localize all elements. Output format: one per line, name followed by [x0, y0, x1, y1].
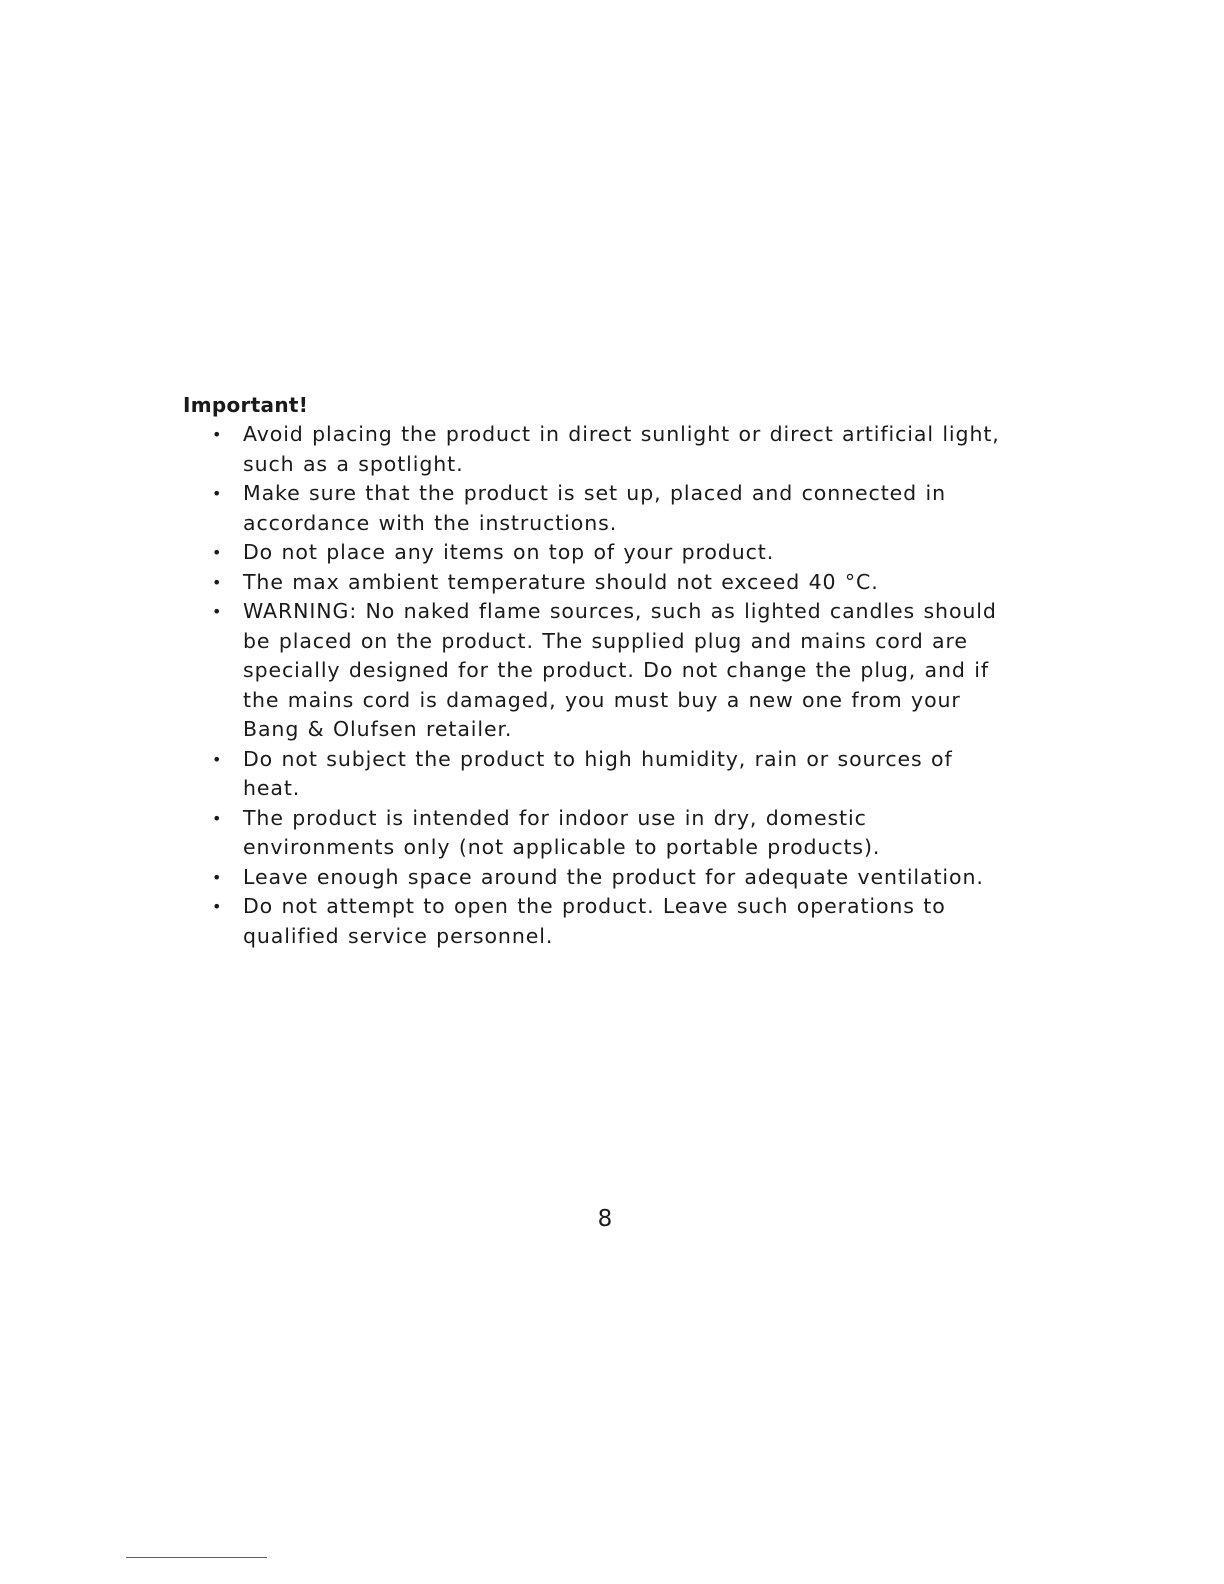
list-item-text: Leave enough space around the product for adequate ventilation.: [243, 864, 984, 889]
list-item-text: Avoid placing the product in direct sunlight or direct artificial light, such as a spotlight.: [243, 422, 1000, 476]
bullet-icon: •: [212, 897, 223, 916]
list-item-text: Do not attempt to open the product. Leave such operations to qualified service personnel.: [243, 894, 946, 948]
bullet-icon: •: [212, 484, 223, 503]
list-item-text: The max ambient temperature should not exceed 40 °C.: [243, 569, 879, 594]
list-item: [212, 804, 1012, 863]
list-item-text: Do not place any items on top of your product.: [243, 540, 775, 564]
bullet-icon: •: [212, 749, 223, 769]
list-item-text: WARNING: No naked flame sources, such as lighted candles should be placed on the product. The supplied plug and mains cord are specially designed for the product. Do not change the plug, and if the mains cord is damaged, you must buy a new one from your Bang & Olufsen retailer.: [243, 599, 997, 741]
list-item: [212, 892, 1012, 951]
list-item: [212, 538, 1012, 568]
bullet-icon: •: [212, 572, 223, 592]
list-item-text: Do not subject the product to high humidity, rain or sources of heat.: [243, 746, 953, 800]
bullet-icon: •: [212, 808, 223, 828]
section-heading: Important!: [183, 393, 309, 417]
list-item: [212, 420, 1012, 479]
list-item: [212, 568, 1012, 598]
bullet-icon: •: [212, 543, 223, 562]
footnote-divider: [126, 1557, 267, 1558]
bullet-icon: •: [212, 867, 223, 887]
list-item: [212, 479, 1012, 538]
page-number: 8: [597, 1206, 613, 1232]
safety-instructions-list: [212, 420, 1012, 951]
list-item: [212, 863, 1012, 893]
list-item-text: Make sure that the product is set up, placed and connected in accordance with the instructions.: [243, 481, 946, 535]
bullet-icon: •: [212, 425, 223, 444]
list-item-text: The product is intended for indoor use in dry, domestic environments only (not applicable to portable products).: [243, 805, 881, 859]
list-item: [212, 597, 1012, 745]
bullet-icon: •: [212, 602, 223, 621]
list-item: [212, 745, 1012, 804]
